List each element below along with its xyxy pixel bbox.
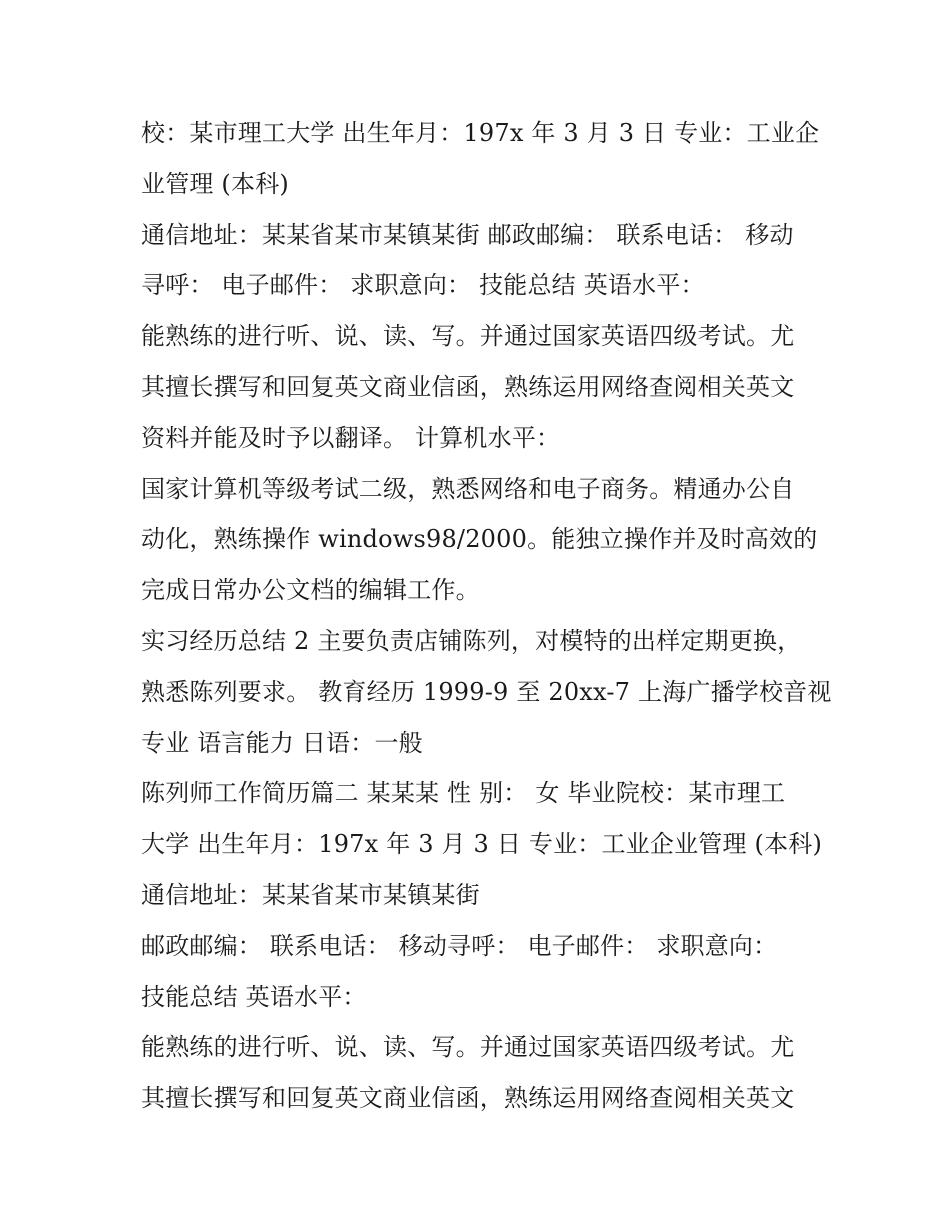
text-line: 业管理 (本科) bbox=[141, 169, 289, 198]
text-line: 实习经历总结 2 主要负责店铺陈列，对模特的出样定期更换， bbox=[141, 626, 802, 655]
text-line: 寻呼： 电子邮件： 求职意向： 技能总结 英语水平： bbox=[141, 271, 705, 300]
text-line: 校：某市理工大学 出生年月：197x 年 3 月 3 日 专业：工业企 bbox=[141, 119, 820, 147]
text-line: 能熟练的进行听、说、读、写。并通过国家英语四级考试。尤 bbox=[141, 322, 795, 351]
text-line: 熟悉陈列要求。 教育经历 1999-9 至 20xx-7 上海广播学校音视 bbox=[141, 677, 832, 706]
text-line: 国家计算机等级考试二级，熟悉网络和电子商务。精通办公自 bbox=[141, 474, 795, 503]
text-line: 技能总结 英语水平： bbox=[141, 982, 367, 1011]
text-line: 资料并能及时予以翻译。 计算机水平： bbox=[141, 423, 561, 452]
text-line: 邮政邮编： 联系电话： 移动寻呼： 电子邮件： 求职意向： bbox=[141, 931, 778, 960]
text-line: 陈列师工作简历篇二 某某某 性 别： 女 毕业院校：某市理工 bbox=[141, 779, 786, 808]
text-line: 其擅长撰写和回复英文商业信函，熟练运用网络查阅相关英文 bbox=[141, 1084, 795, 1113]
text-line: 动化，熟练操作 windows98/2000。能独立操作并及时高效的 bbox=[141, 525, 818, 554]
text-line: 大学 出生年月：197x 年 3 月 3 日 专业：工业企业管理 (本科) bbox=[141, 830, 823, 859]
text-line: 能熟练的进行听、说、读、写。并通过国家英语四级考试。尤 bbox=[141, 1033, 795, 1062]
document-body bbox=[141, 108, 831, 1124]
text-line: 通信地址：某某省某市某镇某街 bbox=[141, 880, 480, 909]
text-line: 专业 语言能力 日语：一般 bbox=[141, 728, 423, 757]
text-line: 通信地址：某某省某市某镇某街 邮政邮编： 联系电话： 移动 bbox=[141, 220, 794, 249]
text-line: 完成日常办公文档的编辑工作。 bbox=[141, 576, 480, 605]
text-line: 其擅长撰写和回复英文商业信函，熟练运用网络查阅相关英文 bbox=[141, 372, 795, 401]
